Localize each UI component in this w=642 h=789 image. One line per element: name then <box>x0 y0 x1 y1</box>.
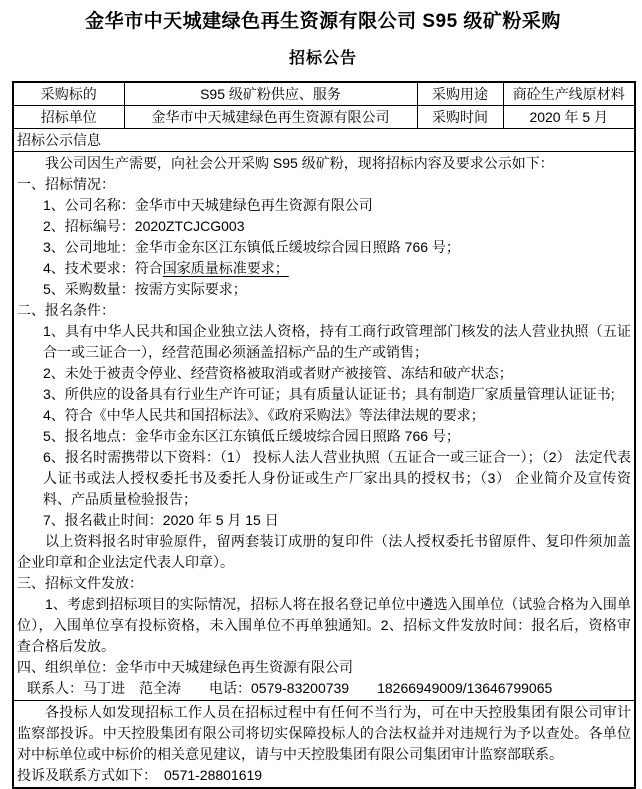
paragraph <box>17 594 631 657</box>
text-segment: 1、公司名称：金华市中天城建绿色再生资源有限公司 <box>43 197 373 213</box>
text-segment: 1、具有中华人民共和国企业独立法人资格，持有工商行政管理部门核发的法人营业执照（五证合一或三证合一），经营范围必须涵盖招标产品的生产或销售； <box>43 323 631 360</box>
text-segment: 投诉及联系方式如下： 0571-28801619 <box>17 767 263 783</box>
text-segment: 各投标人如发现招标工作人员在招标过程中有任何不当行为，可在中天控股集团有限公司审计监察部投诉。中天控股集团有限公司将切实保障投标人的合法权益并对违规行为予以查处。各单位对中标单位或中标价的相关意见建议，请与中天控股集团有限公司集团审计监察部联系。 <box>17 704 631 762</box>
paragraph <box>17 300 631 321</box>
paragraph <box>17 447 631 510</box>
text-segment: 3、所供应的设备具有行业生产许可证；具有质量认证证书；具有制造厂家质量管理认证证书; <box>43 386 615 402</box>
announcement-table <box>12 81 636 789</box>
complaint-row <box>13 701 635 789</box>
text-segment: 6、报名时需携带以下资料：（1） 投标人法人营业执照（五证合一或三证合一）；（2） 法定代表人证书或法人授权委托书及委托人身份证或生产厂家出具的授权书；（3） 企业简介及宣传资料、产品质量检验报告； <box>43 449 631 507</box>
paragraph <box>17 426 631 447</box>
document-subtitle: 招标公告 <box>288 50 357 67</box>
complaint-section <box>13 701 635 789</box>
text-segment: 4、技术要求：符合 <box>43 260 163 276</box>
text-segment: 我公司因生产需要，向社会公开采购 S95 级矿粉，现将招标内容及要求公示如下： <box>45 155 554 171</box>
paragraph <box>17 321 631 363</box>
body-row <box>13 152 635 701</box>
paragraph <box>17 216 631 237</box>
paragraph <box>17 258 631 279</box>
text-segment: 3、公司地址：金华市金东区江东镇低丘缓坡综合园日照路 766 号； <box>43 239 460 255</box>
paragraph <box>17 765 631 786</box>
text-segment: 2、招标编号：2020ZTCJCG003 <box>43 218 245 234</box>
paragraph <box>17 702 631 765</box>
text-segment: 7、报名截止时间：2020 年 5 月 15 日 <box>43 512 279 528</box>
paragraph <box>17 363 631 384</box>
text-segment: 二、报名条件： <box>17 302 115 318</box>
meta-row-tender-unit <box>13 106 635 129</box>
text-segment: 三、招标文件发放： <box>17 575 143 591</box>
meta-value-procurement-time: 2020 年 5 月 <box>503 106 635 129</box>
paragraph <box>17 195 631 216</box>
paragraph <box>17 384 631 405</box>
paragraph <box>17 531 631 573</box>
paragraph <box>17 405 631 426</box>
meta-label-procurement-subject: 采购标的 <box>13 82 124 106</box>
meta-label-procurement-time: 采购时间 <box>417 106 503 129</box>
paragraph <box>17 657 631 678</box>
info-header-row <box>13 129 635 152</box>
announcement-body <box>13 152 635 701</box>
text-segment: 2、未处于被责令停业、经营资格被取消或者财产被接管、冻结和破产状态； <box>43 365 513 381</box>
text-segment: 四、组织单位：金华市中天城建绿色再生资源有限公司 <box>17 659 353 675</box>
info-header: 招标公示信息 <box>13 129 635 152</box>
text-segment: 5、采购数量：按需方实际要求； <box>43 281 247 297</box>
underlined-text: 国家质量标准要求； <box>162 260 289 276</box>
text-segment: 一、招标情况： <box>17 176 115 192</box>
meta-row-subject <box>13 82 635 106</box>
meta-value-tender-unit: 金华市中天城建绿色再生资源有限公司 <box>124 106 417 129</box>
meta-label-tender-unit: 招标单位 <box>13 106 124 129</box>
text-segment: 联系人：马丁进 范全涛 电话：0579-83200739 18266949009/13646799065 <box>27 680 553 696</box>
meta-value-procurement-subject: S95 级矿粉供应、服务 <box>124 82 417 106</box>
text-segment: 以上资料报名时审验原件，留两套装订成册的复印件（法人授权委托书留原件、复印件须加盖企业印章和企业法定代表人印章）。 <box>17 533 631 570</box>
text-segment: 4、符合《中华人民共和国招标法》、《政府采购法》等法律法规的要求； <box>43 407 485 423</box>
paragraph <box>17 510 631 531</box>
paragraph <box>17 678 631 699</box>
paragraph <box>17 279 631 300</box>
paragraph <box>17 237 631 258</box>
meta-value-procurement-purpose: 商砼生产线原材料 <box>503 82 635 106</box>
text-segment: 5、报名地点：金华市金东区江东镇低丘缓坡综合园日照路 766 号； <box>43 428 460 444</box>
text-segment: 1、考虑到招标项目的实际情况，招标人将在报名登记单位中遴选入围单位（试验合格为入围单位），入围单位享有投标资格，未入围单位不再单独通知。2、招标文件发放时间：报名后，资格审查合格后发放。 <box>17 596 631 654</box>
paragraph <box>17 153 631 174</box>
meta-label-procurement-purpose: 采购用途 <box>417 82 503 106</box>
paragraph <box>17 573 631 594</box>
document-title: 金华市中天城建绿色再生资源有限公司 S95 级矿粉采购 <box>85 11 561 32</box>
paragraph <box>17 174 631 195</box>
